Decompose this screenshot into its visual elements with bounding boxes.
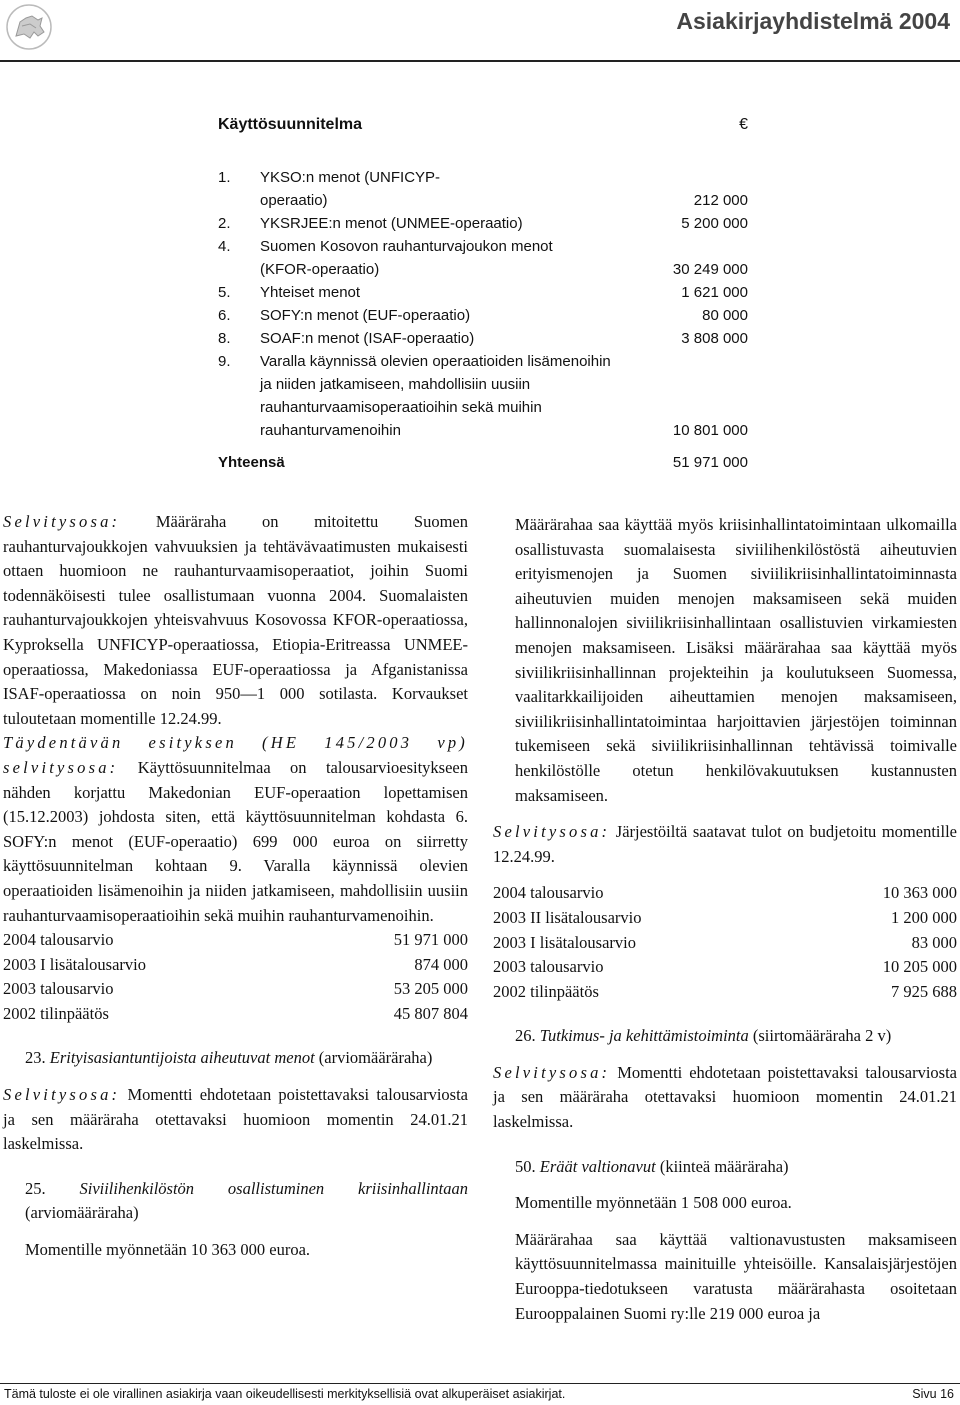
section-heading-23 — [3, 1046, 468, 1071]
plan-row-description: SOAF:n menot (ISAF-operaatio) — [260, 330, 475, 347]
header-divider — [0, 60, 960, 62]
plan-row-number: 2. — [218, 215, 231, 232]
footer-divider — [0, 1383, 960, 1384]
section-26-explanation — [493, 1061, 957, 1135]
plan-total-row — [218, 451, 748, 474]
section-heading-26 — [493, 1024, 957, 1049]
section-type: (kiinteä määräraha) — [659, 1156, 789, 1176]
plan-row-amount: 1 621 000 — [681, 284, 748, 301]
budget-value: 7 925 688 — [891, 981, 957, 1001]
plan-row — [218, 166, 748, 212]
revenue-paragraph — [493, 820, 957, 869]
plan-row-amount: 212 000 — [693, 192, 748, 209]
usage-plan-table — [218, 116, 748, 474]
budget-label: 2003 talousarvio — [3, 979, 114, 999]
budget-label: 2003 I lisätalousarvio — [493, 932, 636, 952]
budget-label: 2003 talousarvio — [493, 957, 604, 977]
footer-disclaimer: Tämä tuloste ei ole virallinen asiakirja vaan oikeudellisesti merkityksellisiä ovat alkuperäiset asiakirjat. — [4, 1387, 566, 1401]
budget-value: 1 200 000 — [891, 907, 957, 927]
budget-row — [493, 906, 957, 931]
document-title: Asiakirjayhdistelmä 2004 — [676, 8, 950, 34]
section-type: (arviomääräraha) — [318, 1048, 433, 1068]
budget-row — [493, 931, 957, 956]
budget-label: 2003 I lisätalousarvio — [3, 954, 146, 974]
plan-row-number: 4. — [218, 238, 231, 255]
plan-row-number: 8. — [218, 330, 231, 347]
plan-row-description: YKSRJEE:n menot (UNMEE-operaatio) — [260, 215, 523, 232]
section-25-grant: Momentille myönnetään 10 363 000 euroa. — [25, 1240, 311, 1260]
section-label: Selvitysosa: — [493, 822, 611, 842]
section-50-text: Määrärahaa saa käyttää valtionavustusten maksamiseen käyttösuunnitelmassa mainituille yhteisöille. Kansalaisjärjestöjen Eurooppa-tiedotukseen varatusta määrärahasta osoitetaan Eurooppalainen Suomi ry:lle 219 000 euroa ja — [515, 1229, 957, 1323]
plan-row-number: 1. — [218, 169, 231, 186]
budget-label: 2002 tilinpäätös — [493, 981, 599, 1001]
plan-row-number: 5. — [218, 284, 231, 301]
section-label: Täydentävän esityksen (HE 145/2003 vp) selvitysosa: — [3, 733, 468, 777]
section-23-explanation — [3, 1083, 468, 1157]
plan-row-description: SOFY:n menot (EUF-operaatio) — [260, 307, 471, 324]
section-title: Siviilihenkilöstön osallistuminen kriisinhallintaan — [79, 1178, 469, 1198]
section-number: 50. — [515, 1156, 536, 1176]
plan-total-label: Yhteensä — [218, 454, 285, 471]
budget-label: 2003 II lisätalousarvio — [493, 907, 642, 927]
plan-row-amount: 10 801 000 — [672, 422, 748, 439]
usage-plan-heading — [218, 116, 748, 136]
section-type: (siirtomääräraha 2 v) — [752, 1026, 892, 1046]
budget-figures-table — [3, 928, 468, 1026]
left-column — [3, 510, 468, 1263]
plan-row-description: Suomen Kosovon rauhanturvajoukon menot (KFOR-operaatio) — [260, 238, 553, 278]
budget-row — [493, 980, 957, 1005]
budget-value: 10 205 000 — [882, 957, 957, 977]
currency-symbol: € — [739, 116, 748, 133]
budget-row — [3, 928, 468, 953]
section-number: 25. — [25, 1178, 46, 1198]
supplementary-paragraph — [3, 731, 468, 928]
plan-total-amount: 51 971 000 — [672, 454, 748, 471]
paragraph-text: Määräraha on mitoitettu Suomen rauhanturvajoukkojen vahvuuksien ja tehtävävaatimusten mukaisesti ottaen huomioon ne rauhanturvaamisoperaatiot, joihin Suomi todennäköisesti tulee osallistumaan vuonna 2004. Suomalaisten rauhanturvajoukkojen yhteisvahvuus Kosovossa KFOR-operaatiossa, Kyproksella UNFICYP-operaatiossa, Etiopia-Eritreassa UNMEE-operaatiossa, Makedoniassa EUF-operaatiossa ja Afganistanissa ISAF-operaatiossa on noin 950—1 000 sotilasta. Korvaukset tuloutetaan momentille 12.24.99. — [3, 512, 468, 728]
paragraph-text: Momentti ehdotetaan poistettavaksi talousarviosta ja sen määräraha otettavaksi huomioon momentin 24.01.21 laskelmissa. — [493, 1062, 957, 1132]
section-title: Erityisasiantuntijoista aiheutuvat menot — [49, 1048, 315, 1068]
section-title: Tutkimus- ja kehittämistoiminta — [539, 1026, 749, 1046]
budget-value: 45 807 804 — [393, 1003, 468, 1023]
budget-value: 874 000 — [414, 954, 468, 974]
plan-row — [218, 350, 748, 442]
plan-row-amount: 3 808 000 — [681, 330, 748, 347]
plan-row-number: 9. — [218, 353, 231, 370]
budget-value: 53 205 000 — [393, 979, 468, 999]
section-label: Selvitysosa: — [3, 1085, 121, 1105]
paragraph-text: Järjestöiltä saatavat tulot on budjetoitu momentille 12.24.99. — [493, 822, 957, 866]
section-number: 26. — [515, 1026, 536, 1046]
section-label: Selvitysosa: — [493, 1062, 611, 1082]
budget-label: 2004 talousarvio — [3, 930, 114, 950]
plan-row-description: Yhteiset menot — [260, 284, 361, 301]
section-50-grant: Momentille myönnetään 1 508 000 euroa. — [515, 1193, 792, 1213]
plan-row — [218, 281, 748, 304]
section-label: Selvitysosa: — [3, 512, 121, 531]
budget-value: 83 000 — [911, 932, 957, 952]
budget-row — [493, 955, 957, 980]
page-number: Sivu 16 — [912, 1387, 954, 1401]
budget-row — [493, 881, 957, 906]
budget-value: 51 971 000 — [393, 930, 468, 950]
usage-plan-title: Käyttösuunnitelma — [218, 116, 363, 133]
plan-row — [218, 212, 748, 235]
plan-row — [218, 304, 748, 327]
paragraph-text: Momentti ehdotetaan poistettavaksi talousarviosta ja sen määräraha otettavaksi huomioon momentin 24.01.21 laskelmissa. — [3, 1085, 468, 1154]
budget-row — [3, 953, 468, 978]
plan-row — [218, 235, 748, 281]
plan-row-description: YKSO:n menot (UNFICYP-operaatio) — [260, 169, 441, 209]
plan-row-amount: 30 249 000 — [672, 261, 748, 278]
paragraph-text: Käyttösuunnitelmaa on talousarvioesitykseen nähden korjattu Makedonian EUF-operaation lopettamisen (15.12.2003) johdosta siten, että käyttösuunnitelman kohdasta 6. SOFY:n menot (EUF-operaatio) 699 000 euroa on siirretty käyttösuunnitelman kohtaan 9. Varalla käynnissä olevien operaatioiden lisämenoihin ja niiden jatkamiseen, mahdollisiin uusiin rauhanturvaamisoperaatioihin sekä muihin rauhanturvamenoihin. — [3, 757, 468, 925]
plan-row — [218, 327, 748, 350]
section-number: 23. — [25, 1048, 46, 1068]
lion-crest-icon — [4, 2, 54, 52]
section-heading-25 — [3, 1177, 468, 1226]
explanation-paragraph — [3, 510, 468, 731]
budget-row — [3, 977, 468, 1002]
usage-paragraph: Määrärahaa saa käyttää myös kriisinhallintatoimintaan ulkomailla osallistuvasta suomalaisesta siviilihenkilöstöstä aiheutuvien erityismenojen ja Suomen siviilikriisinhallintatoiminnasta aiheutuvien muiden menojen maksamiseen sekä muiden hallinnonalojen siviilikriisinhallintaan osallistuvien virkamiesten menojen maksamiseen. Lisäksi määrärahaa saa käyttää myös siviilikriisinhallinnan projekteihin ja koulutukseen Suomessa, vaalitarkkailijoiden aiheuttamien menojen maksamiseen, siviilikriisinhallintatoimintaa harjoittavien järjestöjen toiminnan tukemiseen sekä siviilikriisinhallinnan tehtävissä toimivalle henkilöstölle otetun henkilövakuutuksen kustannusten maksamiseen. — [515, 515, 957, 805]
plan-row-description: Varalla käynnissä olevien operaatioiden lisämenoihin ja niiden jatkamiseen, mahdollisiin uusiin rauhanturvaamisoperaatioihin sekä muihin rauhanturvamenoihin — [260, 353, 611, 439]
budget-label: 2002 tilinpäätös — [3, 1003, 109, 1023]
budget-label: 2004 talousarvio — [493, 883, 604, 903]
budget-figures-table — [493, 881, 957, 1004]
plan-row-amount: 5 200 000 — [681, 215, 748, 232]
section-type: (arviomääräraha) — [25, 1203, 139, 1223]
right-column — [493, 513, 957, 1326]
plan-row-amount: 80 000 — [702, 307, 748, 324]
section-title: Eräät valtionavut — [539, 1156, 656, 1176]
budget-value: 10 363 000 — [882, 883, 957, 903]
plan-row-number: 6. — [218, 307, 231, 324]
section-heading-50 — [493, 1155, 957, 1180]
budget-row — [3, 1002, 468, 1027]
